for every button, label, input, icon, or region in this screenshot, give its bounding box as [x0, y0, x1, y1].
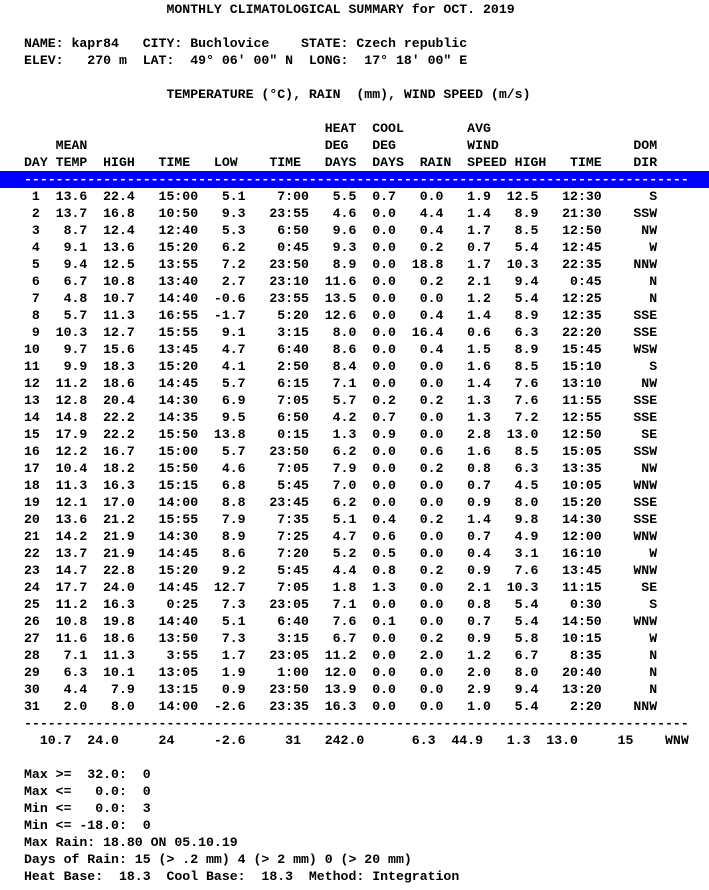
table-row: 22 13.7 21.9 14:45 8.6 7:20 5.2 0.5 0.0 0.4 3.1 16:10 W — [24, 546, 658, 561]
table-row: 12 11.2 18.6 14:45 5.7 6:15 7.1 0.0 0.0 1.4 7.6 13:10 NW — [24, 376, 658, 391]
threshold-line: Min <= 0.0: 3 — [24, 801, 151, 816]
table-header-row-3: DAY TEMP HIGH TIME LOW TIME DAYS DAYS RAIN SPEED HIGH TIME DIR — [24, 155, 658, 170]
threshold-line: Min <= -18.0: 0 — [24, 818, 151, 833]
max-rain-line: Max Rain: 18.80 ON 05.10.19 — [24, 835, 238, 850]
separator-line-selected: ------------------------------------------------------------------------------------ — [0, 171, 709, 188]
days-of-rain-line: Days of Rain: 15 (> .2 mm) 4 (> 2 mm) 0 (> 20 mm) — [24, 852, 412, 867]
table-row: 30 4.4 7.9 13:15 0.9 23:50 13.9 0.0 0.0 2.9 9.4 13:20 N — [24, 682, 658, 697]
spacer — [24, 69, 709, 86]
report-title: MONTHLY CLIMATOLOGICAL SUMMARY for OCT. 2019 — [24, 2, 515, 17]
table-row: 25 11.2 16.3 0:25 7.3 23:05 7.1 0.0 0.0 0.8 5.4 0:30 S — [24, 597, 658, 612]
table-header-row-1: HEAT COOL AVG — [24, 121, 491, 136]
table-row: 5 9.4 12.5 13:55 7.2 23:50 8.9 0.0 18.8 1.7 10.3 22:35 NNW — [24, 257, 658, 272]
table-row: 3 8.7 12.4 12:40 5.3 6:50 9.6 0.0 0.4 1.7 8.5 12:50 NW — [24, 223, 658, 238]
table-row: 21 14.2 21.9 14:30 8.9 7:25 4.7 0.6 0.0 0.7 4.9 12:00 WNW — [24, 529, 658, 544]
table-row: 10 9.7 15.6 13:45 4.7 6:40 8.6 0.0 0.4 1.5 8.9 15:45 WSW — [24, 342, 658, 357]
units-line: TEMPERATURE (°C), RAIN (mm), WIND SPEED (m/s) — [24, 87, 531, 102]
threshold-line: Max <= 0.0: 0 — [24, 784, 151, 799]
station-line: NAME: kapr84 CITY: Buchlovice STATE: Czech republic — [24, 36, 468, 51]
table-row: 7 4.8 10.7 14:40 -0.6 23:55 13.5 0.0 0.0 1.2 5.4 12:25 N — [24, 291, 658, 306]
summary-row: 10.7 24.0 24 -2.6 31 242.0 6.3 44.9 1.3 13.0 15 WNW — [24, 733, 689, 748]
table-row: 26 10.8 19.8 14:40 5.1 6:40 7.6 0.1 0.0 0.7 5.4 14:50 WNW — [24, 614, 658, 629]
table-row: 16 12.2 16.7 15:00 5.7 23:50 6.2 0.0 0.6 1.6 8.5 15:05 SSW — [24, 444, 658, 459]
table-row: 1 13.6 22.4 15:00 5.1 7:00 5.5 0.7 0.0 1.9 12.5 12:30 S — [24, 189, 658, 204]
table-row: 18 11.3 16.3 15:15 6.8 5:45 7.0 0.0 0.0 0.7 4.5 10:05 WNW — [24, 478, 658, 493]
table-row: 27 11.6 18.6 13:50 7.3 3:15 6.7 0.0 0.2 0.9 5.8 10:15 W — [24, 631, 658, 646]
table-row: 28 7.1 11.3 3:55 1.7 23:05 11.2 0.0 2.0 1.2 6.7 8:35 N — [24, 648, 658, 663]
threshold-line: Max >= 32.0: 0 — [24, 767, 151, 782]
table-row: 19 12.1 17.0 14:00 8.8 23:45 6.2 0.0 0.0 0.9 8.0 15:20 SSE — [24, 495, 658, 510]
table-row: 4 9.1 13.6 15:20 6.2 0:45 9.3 0.0 0.2 0.7 5.4 12:45 W — [24, 240, 658, 255]
table-row: 2 13.7 16.8 10:50 9.3 23:55 4.6 0.0 4.4 1.4 8.9 21:30 SSW — [24, 206, 658, 221]
table-header-row-2: MEAN DEG DEG WIND DOM — [24, 138, 658, 153]
spacer — [24, 103, 709, 120]
table-row: 23 14.7 22.8 15:20 9.2 5:45 4.4 0.8 0.2 0.9 7.6 13:45 WNW — [24, 563, 658, 578]
table-row: 14 14.8 22.2 14:35 9.5 6:50 4.2 0.7 0.0 1.3 7.2 12:55 SSE — [24, 410, 658, 425]
table-row: 11 9.9 18.3 15:20 4.1 2:50 8.4 0.0 0.0 1.6 8.5 15:10 S — [24, 359, 658, 374]
separator-line: ------------------------------------------------------------------------------------ — [24, 716, 689, 731]
table-row: 31 2.0 8.0 14:00 -2.6 23:35 16.3 0.0 0.0 1.0 5.4 2:20 NNW — [24, 699, 658, 714]
table-row: 29 6.3 10.1 13:05 1.9 1:00 12.0 0.0 0.0 2.0 8.0 20:40 N — [24, 665, 658, 680]
table-row: 6 6.7 10.8 13:40 2.7 23:10 11.6 0.0 0.2 2.1 9.4 0:45 N — [24, 274, 658, 289]
table-row: 17 10.4 18.2 15:50 4.6 7:05 7.9 0.0 0.2 0.8 6.3 13:35 NW — [24, 461, 658, 476]
bases-line: Heat Base: 18.3 Cool Base: 18.3 Method: Integration — [24, 869, 460, 884]
spacer — [24, 749, 709, 766]
table-row: 8 5.7 11.3 16:55 -1.7 5:20 12.6 0.0 0.4 1.4 8.9 12:35 SSE — [24, 308, 658, 323]
table-row: 15 17.9 22.2 15:50 13.8 0:15 1.3 0.9 0.0 2.8 13.0 12:50 SE — [24, 427, 658, 442]
elevation-line: ELEV: 270 m LAT: 49° 06' 00" N LONG: 17° 18' 00" E — [24, 53, 468, 68]
table-row: 13 12.8 20.4 14:30 6.9 7:05 5.7 0.2 0.2 1.3 7.6 11:55 SSE — [24, 393, 658, 408]
spacer — [24, 18, 709, 35]
table-row: 20 13.6 21.2 15:55 7.9 7:35 5.1 0.4 0.2 1.4 9.8 14:30 SSE — [24, 512, 658, 527]
table-row: 9 10.3 12.7 15:55 9.1 3:15 8.0 0.0 16.4 0.6 6.3 22:20 SSE — [24, 325, 658, 340]
table-row: 24 17.7 24.0 14:45 12.7 7:05 1.8 1.3 0.0 2.1 10.3 11:15 SE — [24, 580, 658, 595]
